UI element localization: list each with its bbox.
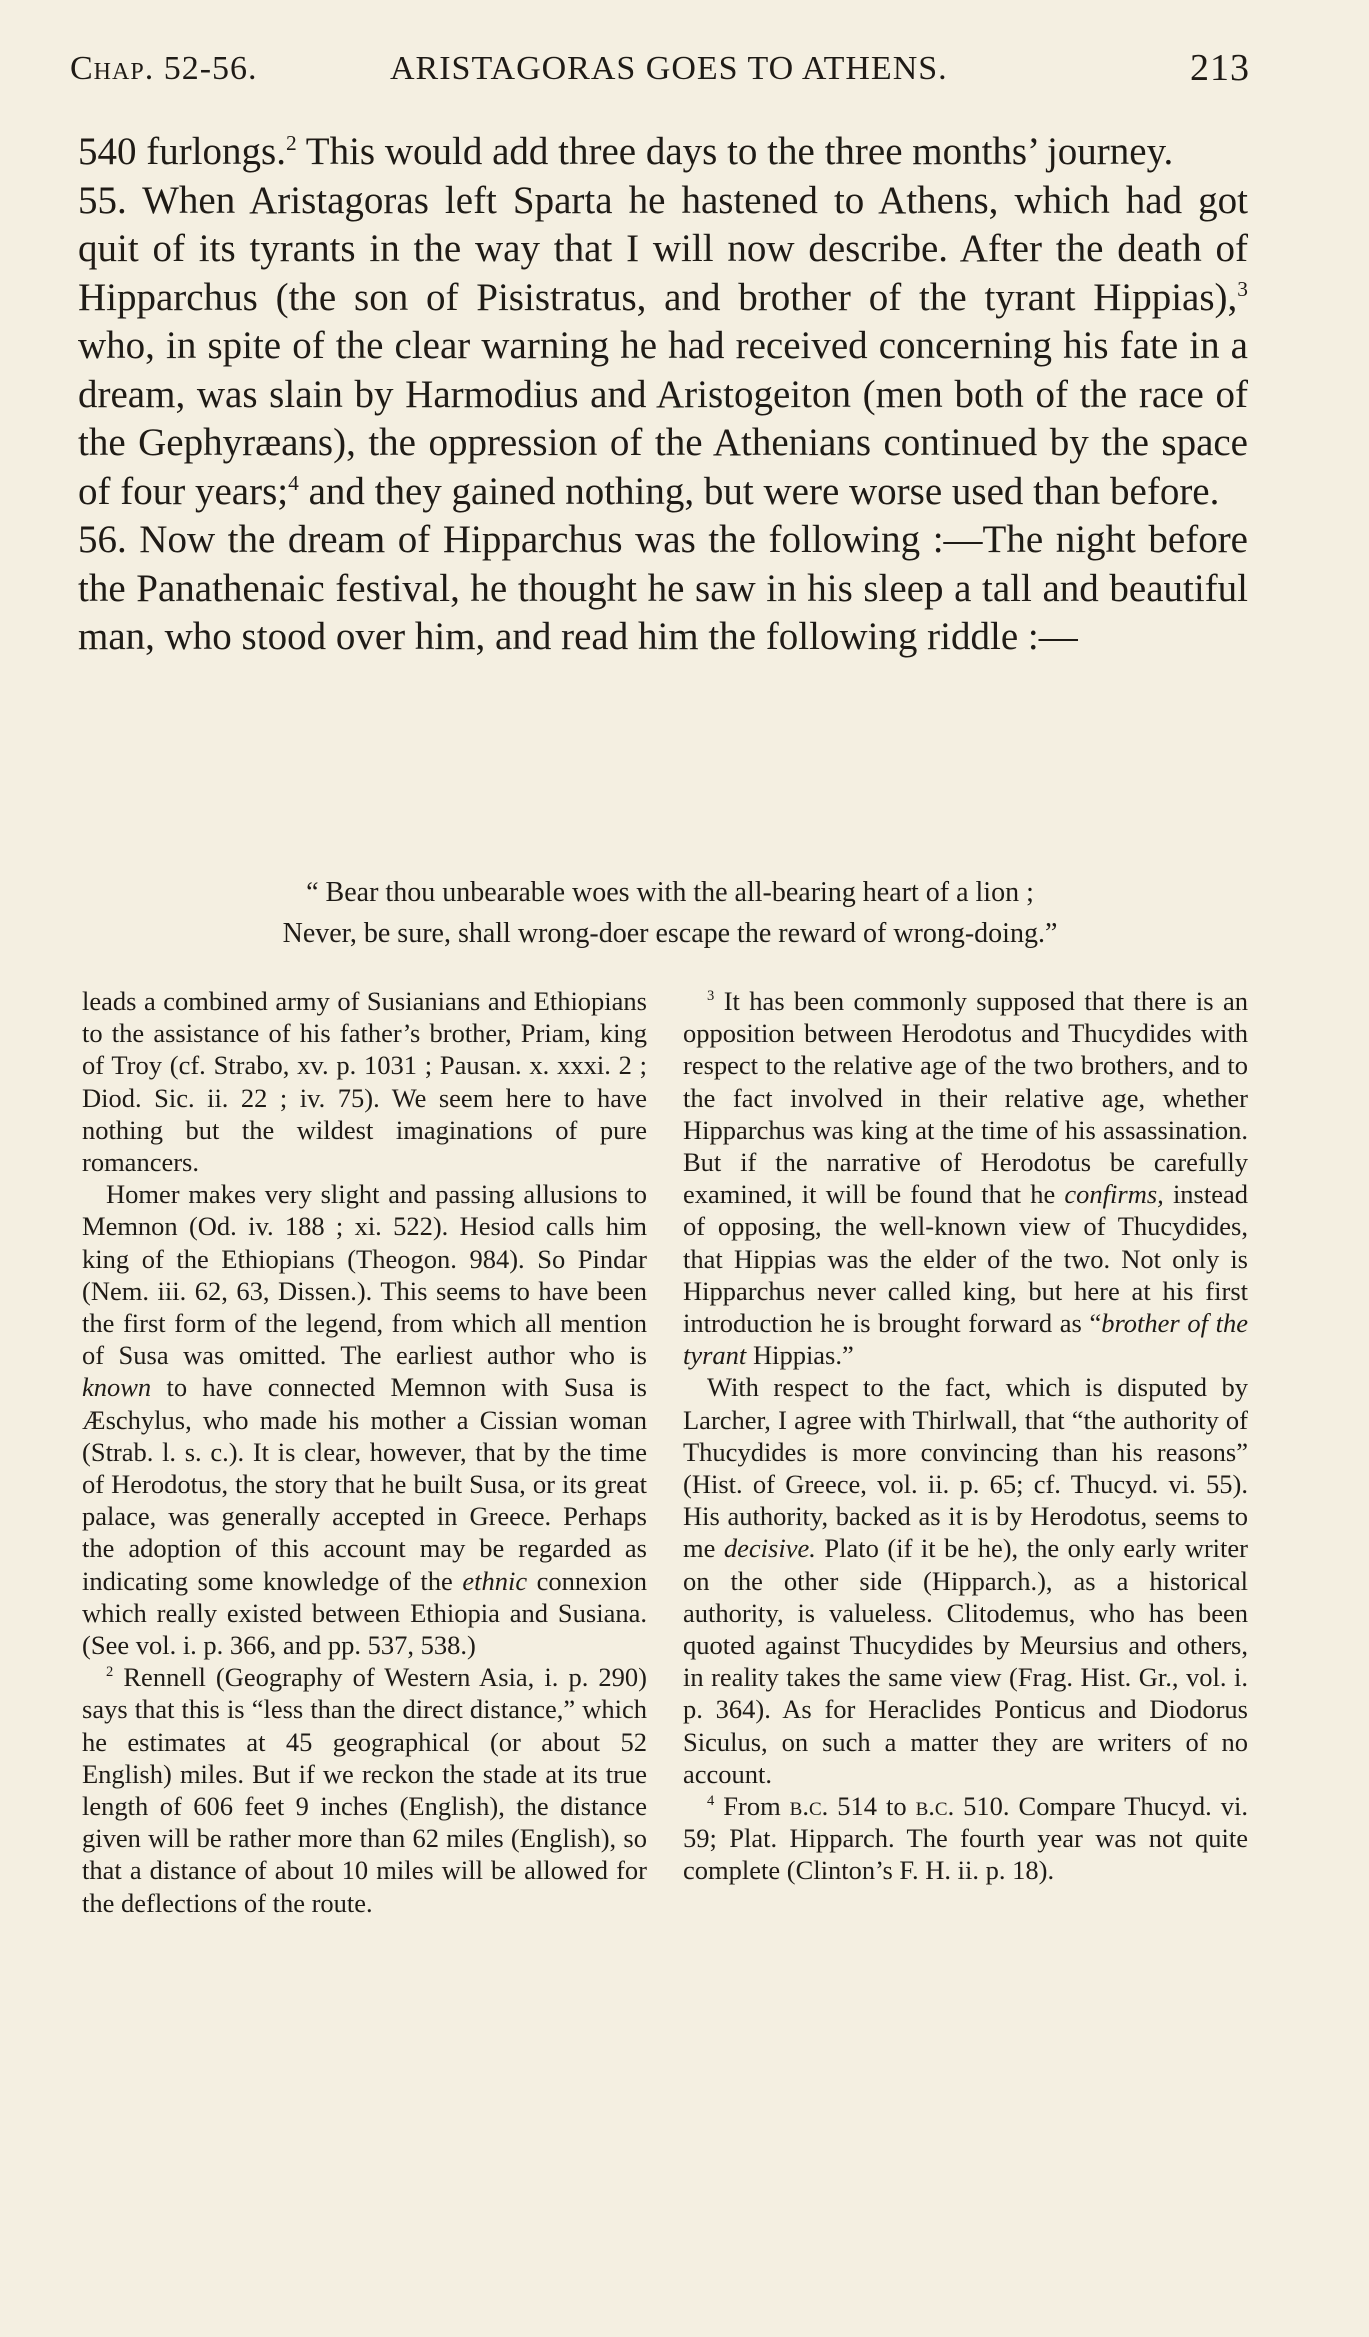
footnote-paragraph: Homer makes very slight and passing allusions to Memnon (Od. iv. 188 ; xi. 522). Hesiod calls him king of the Ethiopians (Theogon. 984). So Pindar (Nem. iii. 62, 63, Dissen.). This seems to have been the first form of the legend, from which all mention of Susa was omitted. The earliest author who is known to have connected Memnon with Susa is Æschylus, who made his mother a Cissian woman (Strab. l. s. c.). It is clear, however, that by the time of Herodotus, the story that he built Susa, or its great palace, was generally accepted in Greece. Perhaps the adoption of this account may be regarded as indicating some knowledge of the ethnic connexion which really existed between Ethiopia and Susiana. (See vol. i. p. 366, and pp. 537, 538.) — [82, 1179, 648, 1661]
verse-line: Never, be sure, shall wrong-doer escape the reward of wrong-doing.” — [282, 918, 1058, 949]
paragraph-56: 56. Now the dream of Hipparchus was the following :—The night before the Panathenaic festival, he thought he saw in his sleep a tall and beautiful man, who stood over him, and read him the following riddle :— — [78, 518, 1248, 658]
main-text — [78, 128, 1248, 662]
paragraph-continuation: 540 furlongs.$^2$ This would add three days to the three months’ journey. — [78, 130, 1174, 173]
footnote-continuation: leads a combined army of Susianians and Ethiopians to the assistance of his father’s brother, Priam, king of Troy (cf. Strabo, xv. p. 1031 ; Pausan. x. xxxi. 2 ; Diod. Sic. ii. 22 ; iv. 75). We seem here to have nothing but the wildest imaginations of pure romancers. — [82, 986, 647, 1178]
footnote-2: $^2$ Rennell (Geography of Western Asia, i. p. 290) says that this is “less than the direct distance,” which he estimates at 45 geographical (or about 52 English) miles. But if we reckon the stade at its true length of 606 feet 9 inches (English), the distance given will be rather more than 62 miles (English), so that a distance of about 10 miles will be allowed for the deflections of the route. — [82, 1662, 647, 1918]
page-number: 213 — [1190, 47, 1250, 89]
footnote-paragraph: With respect to the fact, which is disputed by Larcher, I agree with Thirlwall, that “the authority of Thucydides is more convincing than his reasons” (Hist. of Greece, vol. ii. p. 65; cf. Thucyd. vi. 55). His authority, backed as it is by Herodotus, seems to me decisive. Plato (if it be he), the only early writer on the other side (Hipparch.), as a historical authority, is valueless. Clitodemus, who has been quoted against Thucydides by Meursius and others, in reality takes the same view (Frag. Hist. Gr., vol. i. p. 364). As for Heraclides Ponticus and Diodorus Siculus, on such a matter they are writers of no account. — [683, 1372, 1248, 1789]
footnote-ref: 3 — [1237, 276, 1248, 301]
footnote-4: $^4$ From b.c. 514 to b.c. 510. Compare Thucyd. vi. 59; Plat. Hipparch. The fourth year was not quite complete (Clinton’s F. H. ii. p. 18). — [683, 1791, 1248, 1886]
footnotes-left-column — [82, 985, 647, 1919]
footnote-ref: 2 — [286, 131, 297, 155]
footnote-3: $^3$ It has been commonly supposed that there is an opposition between Herodotus and Thucydides with respect to the relative age of the two brothers, and to the fact involved in their relative age, whether Hipparchus was king at the time of his assassination. But if the narrative of Herodotus be carefully examined, it will be found that he confirms, instead of opposing, the well-known view of Thucydides, that Hippias was the elder of the two. Not only is Hipparchus never called king, but here at his first introduction he is brought forward as “brother of the tyrant Hippias.” — [683, 986, 1249, 1371]
running-header — [70, 42, 1250, 102]
footnotes-right-column — [683, 985, 1248, 1887]
running-title: ARISTAGORAS GOES TO ATHENS. — [390, 50, 948, 87]
verse-line: “ Bear thou unbearable woes with the all-bearing heart of a lion ; — [306, 877, 1034, 908]
riddle-verse — [160, 872, 1180, 954]
paragraph-55: 55. When Aristagoras left Sparta he hastened to Athens, which had got quit of its tyrants in the way that I will now describe. After the death of Hipparchus (the son of Pisistratus, and brother of the tyrant Hippias),$^3$ who, in spite of the clear warning he had received concerning his fate in a dream, was slain by Harmodius and Aristogeiton (men both of the race of the Gephyræans), the oppression of the Athenians continued by the space of four years;$^4$ and they gained nothing, but were worse used than before. — [78, 178, 1248, 513]
footnote-ref: 4 — [288, 470, 299, 495]
chapter-range: Chap. 52-56. — [70, 50, 258, 87]
